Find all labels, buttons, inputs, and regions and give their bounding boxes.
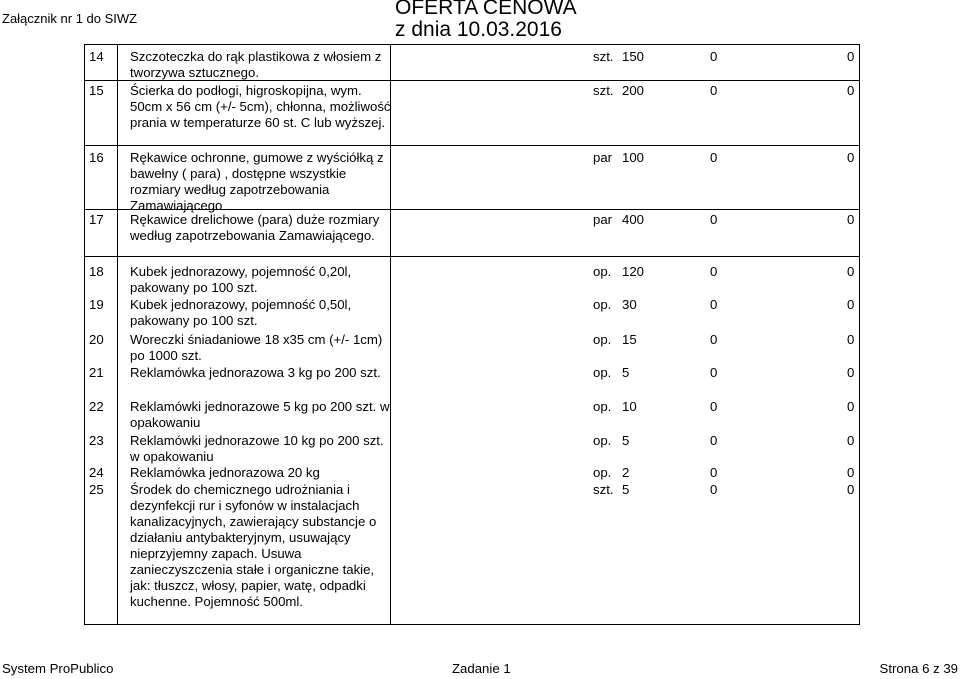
row-value-2: 0 (847, 150, 855, 165)
row-quantity: 400 (622, 212, 645, 227)
row-value-2: 0 (847, 264, 855, 279)
row-description: Reklamówki jednorazowe 5 kg po 200 szt. w opakowaniu (130, 399, 390, 430)
row-value-1: 0 (710, 433, 718, 448)
row-value-1: 0 (710, 482, 718, 497)
row-quantity: 5 (622, 482, 630, 497)
row-quantity: 200 (622, 83, 645, 98)
row-quantity: 100 (622, 150, 645, 165)
row-unit: szt. (593, 482, 614, 497)
row-description: Rękawice drelichowe (para) duże rozmiary według zapotrzebowania Zamawiającego. (130, 212, 380, 243)
page-title (395, 0, 577, 41)
row-value-1: 0 (710, 365, 718, 380)
row-number: 20 (89, 332, 104, 347)
row-quantity: 30 (622, 297, 637, 312)
row-divider (85, 145, 859, 146)
row-quantity: 120 (622, 264, 645, 279)
row-value-2: 0 (847, 83, 855, 98)
row-unit: par (593, 212, 613, 227)
row-value-2: 0 (847, 399, 855, 414)
row-value-1: 0 (710, 297, 718, 312)
row-description: Kubek jednorazowy, pojemność 0,20l, pakowany po 100 szt. (130, 264, 352, 295)
footer-task: Zadanie 1 (452, 661, 511, 676)
row-number: 25 (89, 482, 104, 497)
row-unit: op. (593, 365, 612, 380)
row-description: Woreczki śniadaniowe 18 x35 cm (+/- 1cm) po 1000 szt. (130, 332, 383, 363)
row-value-1: 0 (710, 465, 718, 480)
row-value-2: 0 (847, 332, 855, 347)
row-number: 24 (89, 465, 104, 480)
row-description: Reklamówki jednorazowe 10 kg po 200 szt. w opakowaniu (130, 433, 384, 464)
row-value-1: 0 (710, 49, 718, 64)
row-number: 19 (89, 297, 104, 312)
row-number: 17 (89, 212, 104, 227)
attachment-label: Załącznik nr 1 do SIWZ (2, 11, 138, 26)
row-description: Rękawice ochronne, gumowe z wyściółką z bawełny ( para) , dostępne wszystkie rozmiary według zapotrzebowania Zamawiającego (130, 150, 384, 213)
row-value-1: 0 (710, 264, 718, 279)
row-quantity: 5 (622, 433, 630, 448)
row-value-1: 0 (710, 150, 718, 165)
title-line-2: z dnia 10.03.2016 (395, 18, 562, 41)
row-unit: szt. (593, 83, 614, 98)
row-description: Kubek jednorazowy, pojemność 0,50l, pakowany po 100 szt. (130, 297, 352, 328)
row-description: Reklamówka jednorazowa 3 kg po 200 szt. (130, 365, 381, 380)
row-description: Reklamówka jednorazowa 20 kg (130, 465, 320, 480)
row-description: Szczoteczka do rąk plastikowa z włosiem z tworzywa sztucznego. (130, 49, 382, 80)
row-description: Ścierka do podłogi, higroskopijna, wym. 50cm x 56 cm (+/- 5cm), chłonna, możliwość prania w temperaturze 60 st. C lub wyższej. (130, 83, 391, 130)
row-number: 15 (89, 83, 104, 98)
row-value-2: 0 (847, 212, 855, 227)
row-value-2: 0 (847, 49, 855, 64)
row-number: 21 (89, 365, 104, 380)
row-number: 18 (89, 264, 104, 279)
row-unit: op. (593, 297, 612, 312)
row-value-1: 0 (710, 399, 718, 414)
column-divider (117, 45, 118, 624)
row-unit: szt. (593, 49, 614, 64)
title-line-1: OFERTA CENOWA (395, 0, 577, 19)
row-number: 23 (89, 433, 104, 448)
offer-table (84, 44, 860, 625)
row-unit: op. (593, 264, 612, 279)
row-value-1: 0 (710, 332, 718, 347)
row-value-1: 0 (710, 83, 718, 98)
row-quantity: 5 (622, 365, 630, 380)
row-quantity: 150 (622, 49, 645, 64)
row-value-2: 0 (847, 482, 855, 497)
row-value-2: 0 (847, 465, 855, 480)
row-value-2: 0 (847, 433, 855, 448)
row-unit: op. (593, 465, 612, 480)
row-unit: par (593, 150, 613, 165)
row-value-2: 0 (847, 365, 855, 380)
footer-page-number: Strona 6 z 39 (879, 661, 958, 676)
row-unit: op. (593, 433, 612, 448)
row-number: 22 (89, 399, 104, 414)
row-unit: op. (593, 399, 612, 414)
row-divider (85, 256, 859, 257)
row-quantity: 2 (622, 465, 630, 480)
row-quantity: 10 (622, 399, 637, 414)
row-description: Środek do chemicznego udrożniania i dezynfekcji rur i syfonów w instalacjach kanalizacyjnych, zawierający substancje o działaniu antybakteryjnym, usuwający nieprzyjemny zapach. Usuwa zanieczyszczenia stałe i organiczne takie, jak: tłuszcz, włosy, papier, watę, odpadki kuchenne. Pojemność 500ml. (130, 482, 377, 609)
row-value-2: 0 (847, 297, 855, 312)
row-number: 14 (89, 49, 104, 64)
row-unit: op. (593, 332, 612, 347)
row-number: 16 (89, 150, 104, 165)
footer-system: System ProPublico (2, 661, 114, 676)
row-quantity: 15 (622, 332, 637, 347)
row-value-1: 0 (710, 212, 718, 227)
